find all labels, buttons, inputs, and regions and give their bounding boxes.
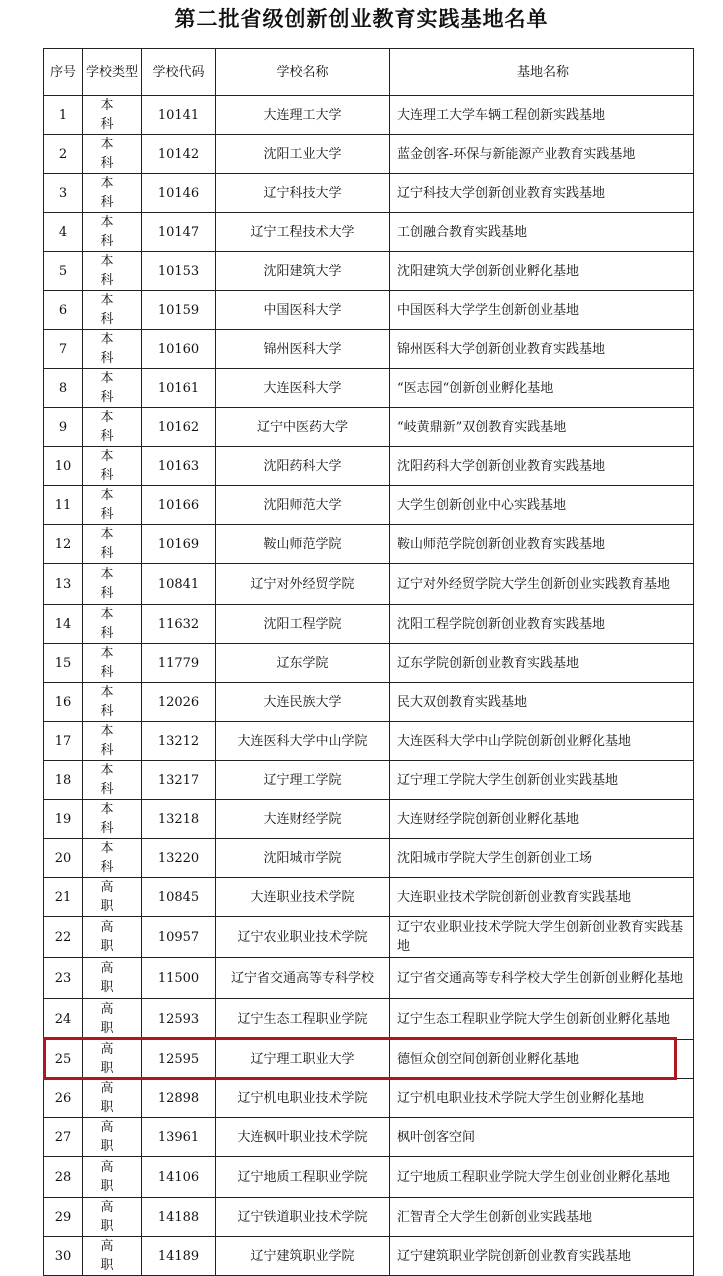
row-school-type: 本 科: [83, 486, 142, 525]
row-school-code: 14189: [142, 1237, 216, 1276]
table-row: [44, 839, 694, 878]
row-base-name: 锦州医科大学创新创业教育实践基地: [390, 330, 694, 369]
row-index: 1: [44, 96, 83, 135]
row-school-name: 辽宁对外经贸学院: [216, 564, 390, 605]
row-school-code: 13212: [142, 722, 216, 761]
row-school-type: 高 职: [83, 958, 142, 999]
table-row: [44, 330, 694, 369]
row-school-code: 11779: [142, 644, 216, 683]
header-name: 学校名称: [216, 49, 390, 96]
table-row: [44, 174, 694, 213]
row-school-code: 12595: [142, 1040, 216, 1079]
row-base-name: 辽宁对外经贸学院大学生创新创业实践教育基地: [390, 564, 694, 605]
row-school-name: 大连医科大学: [216, 369, 390, 408]
row-index: 4: [44, 213, 83, 252]
row-base-name: 德恒众创空间创新创业孵化基地: [390, 1040, 694, 1079]
table-row: [44, 761, 694, 800]
row-school-code: 14106: [142, 1157, 216, 1198]
row-school-name: 辽宁中医药大学: [216, 408, 390, 447]
row-base-name: 辽宁生态工程职业学院大学生创新创业孵化基地: [390, 999, 694, 1040]
row-school-type: 本 科: [83, 564, 142, 605]
row-school-type: 高 职: [83, 878, 142, 917]
table-row: [44, 800, 694, 839]
row-base-name: 辽宁农业职业技术学院大学生创新创业教育实践基地: [390, 917, 694, 958]
row-index: 17: [44, 722, 83, 761]
row-school-code: 10147: [142, 213, 216, 252]
row-school-name: 辽宁农业职业技术学院: [216, 917, 390, 958]
row-school-code: 10841: [142, 564, 216, 605]
row-school-code: 13220: [142, 839, 216, 878]
row-base-name: 沈阳工程学院创新创业教育实践基地: [390, 605, 694, 644]
row-school-name: 沈阳工业大学: [216, 135, 390, 174]
row-index: 8: [44, 369, 83, 408]
row-school-name: 沈阳建筑大学: [216, 252, 390, 291]
row-school-type: 本 科: [83, 174, 142, 213]
row-school-code: 12898: [142, 1079, 216, 1118]
row-index: 28: [44, 1157, 83, 1198]
row-base-name: 民大双创教育实践基地: [390, 683, 694, 722]
table-row: [44, 644, 694, 683]
row-index: 2: [44, 135, 83, 174]
row-index: 23: [44, 958, 83, 999]
row-school-name: 大连枫叶职业技术学院: [216, 1118, 390, 1157]
row-school-type: 本 科: [83, 683, 142, 722]
header-index: 序号: [44, 49, 83, 96]
row-school-code: 10160: [142, 330, 216, 369]
row-school-type: 本 科: [83, 722, 142, 761]
table-row: [44, 408, 694, 447]
row-index: 25: [44, 1040, 83, 1079]
row-school-code: 10845: [142, 878, 216, 917]
row-base-name: 汇智青仝大学生创新创业实践基地: [390, 1198, 694, 1237]
row-school-code: 12593: [142, 999, 216, 1040]
row-school-type: 高 职: [83, 1237, 142, 1276]
table-row: [44, 1157, 694, 1198]
row-index: 6: [44, 291, 83, 330]
row-school-type: 本 科: [83, 761, 142, 800]
row-school-type: 高 职: [83, 1157, 142, 1198]
row-school-code: 10166: [142, 486, 216, 525]
row-school-type: 高 职: [83, 1198, 142, 1237]
row-school-type: 高 职: [83, 1079, 142, 1118]
row-school-type: 本 科: [83, 291, 142, 330]
row-school-name: 大连职业技术学院: [216, 878, 390, 917]
row-school-name: 辽宁铁道职业技术学院: [216, 1198, 390, 1237]
table-row: [44, 564, 694, 605]
row-index: 3: [44, 174, 83, 213]
row-school-type: 本 科: [83, 605, 142, 644]
table-row: [44, 1079, 694, 1118]
table-row: [44, 1118, 694, 1157]
row-index: 22: [44, 917, 83, 958]
row-school-name: 辽东学院: [216, 644, 390, 683]
base-list-table: [43, 48, 694, 1276]
table-body: [44, 96, 694, 1276]
table-row: [44, 213, 694, 252]
row-base-name: 蓝金创客-环保与新能源产业教育实践基地: [390, 135, 694, 174]
row-base-name: 辽东学院创新创业教育实践基地: [390, 644, 694, 683]
row-school-name: 辽宁省交通高等专科学校: [216, 958, 390, 999]
header-code: 学校代码: [142, 49, 216, 96]
row-school-code: 11632: [142, 605, 216, 644]
row-base-name: 大连财经学院创新创业孵化基地: [390, 800, 694, 839]
row-index: 20: [44, 839, 83, 878]
row-school-name: 中国医科大学: [216, 291, 390, 330]
table-row: [44, 1198, 694, 1237]
row-index: 7: [44, 330, 83, 369]
row-base-name: 鞍山师范学院创新创业教育实践基地: [390, 525, 694, 564]
table-row: [44, 878, 694, 917]
row-index: 18: [44, 761, 83, 800]
table-row: [44, 96, 694, 135]
row-base-name: 大连理工大学车辆工程创新实践基地: [390, 96, 694, 135]
row-school-name: 锦州医科大学: [216, 330, 390, 369]
row-index: 19: [44, 800, 83, 839]
row-base-name: 中国医科大学学生创新创业基地: [390, 291, 694, 330]
row-base-name: “医志园“创新创业孵化基地: [390, 369, 694, 408]
row-school-name: 辽宁地质工程职业学院: [216, 1157, 390, 1198]
row-school-code: 10153: [142, 252, 216, 291]
row-school-name: 大连医科大学中山学院: [216, 722, 390, 761]
table-row: [44, 999, 694, 1040]
row-school-type: 本 科: [83, 644, 142, 683]
header-type: 学校类型: [83, 49, 142, 96]
row-school-name: 大连理工大学: [216, 96, 390, 135]
row-school-name: 沈阳师范大学: [216, 486, 390, 525]
row-index: 30: [44, 1237, 83, 1276]
table-row: [44, 722, 694, 761]
row-base-name: 辽宁理工学院大学生创新创业实践基地: [390, 761, 694, 800]
row-school-type: 本 科: [83, 408, 142, 447]
table-row: [44, 917, 694, 958]
row-school-type: 本 科: [83, 800, 142, 839]
row-index: 15: [44, 644, 83, 683]
row-school-name: 辽宁理工学院: [216, 761, 390, 800]
row-school-name: 辽宁工程技术大学: [216, 213, 390, 252]
table-row: [44, 605, 694, 644]
row-school-type: 高 职: [83, 999, 142, 1040]
table-row: [44, 958, 694, 999]
row-base-name: 工创融合教育实践基地: [390, 213, 694, 252]
row-school-type: 高 职: [83, 1040, 142, 1079]
row-school-code: 10159: [142, 291, 216, 330]
row-index: 26: [44, 1079, 83, 1118]
row-school-code: 10146: [142, 174, 216, 213]
row-base-name: 沈阳城市学院大学生创新创业工场: [390, 839, 694, 878]
row-school-type: 本 科: [83, 447, 142, 486]
row-school-type: 本 科: [83, 369, 142, 408]
row-school-code: 10161: [142, 369, 216, 408]
row-index: 14: [44, 605, 83, 644]
row-school-code: 13961: [142, 1118, 216, 1157]
row-school-code: 10141: [142, 96, 216, 135]
row-index: 27: [44, 1118, 83, 1157]
row-school-name: 大连财经学院: [216, 800, 390, 839]
row-index: 5: [44, 252, 83, 291]
table-row: [44, 135, 694, 174]
table-header-row: [44, 49, 694, 96]
row-base-name: 大连职业技术学院创新创业教育实践基地: [390, 878, 694, 917]
table-row: [44, 1237, 694, 1276]
row-school-type: 高 职: [83, 1118, 142, 1157]
row-base-name: 辽宁建筑职业学院创新创业教育实践基地: [390, 1237, 694, 1276]
row-base-name: 大连医科大学中山学院创新创业孵化基地: [390, 722, 694, 761]
row-index: 11: [44, 486, 83, 525]
row-index: 16: [44, 683, 83, 722]
row-index: 10: [44, 447, 83, 486]
row-school-name: 辽宁理工职业大学: [216, 1040, 390, 1079]
row-index: 12: [44, 525, 83, 564]
row-school-name: 辽宁机电职业技术学院: [216, 1079, 390, 1118]
row-school-type: 本 科: [83, 96, 142, 135]
row-school-code: 10162: [142, 408, 216, 447]
row-base-name: 辽宁省交通高等专科学校大学生创新创业孵化基地: [390, 958, 694, 999]
row-school-code: 12026: [142, 683, 216, 722]
table-row: [44, 369, 694, 408]
row-school-type: 本 科: [83, 135, 142, 174]
row-base-name: 辽宁科技大学创新创业教育实践基地: [390, 174, 694, 213]
row-school-name: 沈阳药科大学: [216, 447, 390, 486]
row-school-code: 10957: [142, 917, 216, 958]
page-title: 第二批省级创新创业教育实践基地名单: [174, 6, 549, 31]
row-base-name: 辽宁机电职业技术学院大学生创业孵化基地: [390, 1079, 694, 1118]
row-school-code: 10142: [142, 135, 216, 174]
row-school-name: 沈阳工程学院: [216, 605, 390, 644]
table-row: [44, 1040, 694, 1079]
row-school-code: 14188: [142, 1198, 216, 1237]
row-base-name: 大学生创新创业中心实践基地: [390, 486, 694, 525]
row-school-code: 11500: [142, 958, 216, 999]
row-school-name: 鞍山师范学院: [216, 525, 390, 564]
row-base-name: 沈阳药科大学创新创业教育实践基地: [390, 447, 694, 486]
row-index: 24: [44, 999, 83, 1040]
row-base-name: 枫叶创客空间: [390, 1118, 694, 1157]
row-school-name: 辽宁科技大学: [216, 174, 390, 213]
row-school-type: 本 科: [83, 213, 142, 252]
row-base-name: 沈阳建筑大学创新创业孵化基地: [390, 252, 694, 291]
row-index: 13: [44, 564, 83, 605]
row-school-name: 辽宁建筑职业学院: [216, 1237, 390, 1276]
table-row: [44, 291, 694, 330]
table-row: [44, 252, 694, 291]
row-school-type: 高 职: [83, 917, 142, 958]
row-school-type: 本 科: [83, 839, 142, 878]
row-base-name: “岐黄鼎新”双创教育实践基地: [390, 408, 694, 447]
row-index: 9: [44, 408, 83, 447]
row-school-name: 大连民族大学: [216, 683, 390, 722]
table-row: [44, 683, 694, 722]
row-base-name: 辽宁地质工程职业学院大学生创业创业孵化基地: [390, 1157, 694, 1198]
row-school-name: 沈阳城市学院: [216, 839, 390, 878]
row-school-code: 10163: [142, 447, 216, 486]
header-base: 基地名称: [390, 49, 694, 96]
row-school-type: 本 科: [83, 252, 142, 291]
row-school-code: 13218: [142, 800, 216, 839]
row-index: 21: [44, 878, 83, 917]
row-school-type: 本 科: [83, 330, 142, 369]
row-school-name: 辽宁生态工程职业学院: [216, 999, 390, 1040]
table-row: [44, 447, 694, 486]
row-index: 29: [44, 1198, 83, 1237]
table-row: [44, 525, 694, 564]
row-school-type: 本 科: [83, 525, 142, 564]
table-row: [44, 486, 694, 525]
row-school-code: 10169: [142, 525, 216, 564]
row-school-code: 13217: [142, 761, 216, 800]
